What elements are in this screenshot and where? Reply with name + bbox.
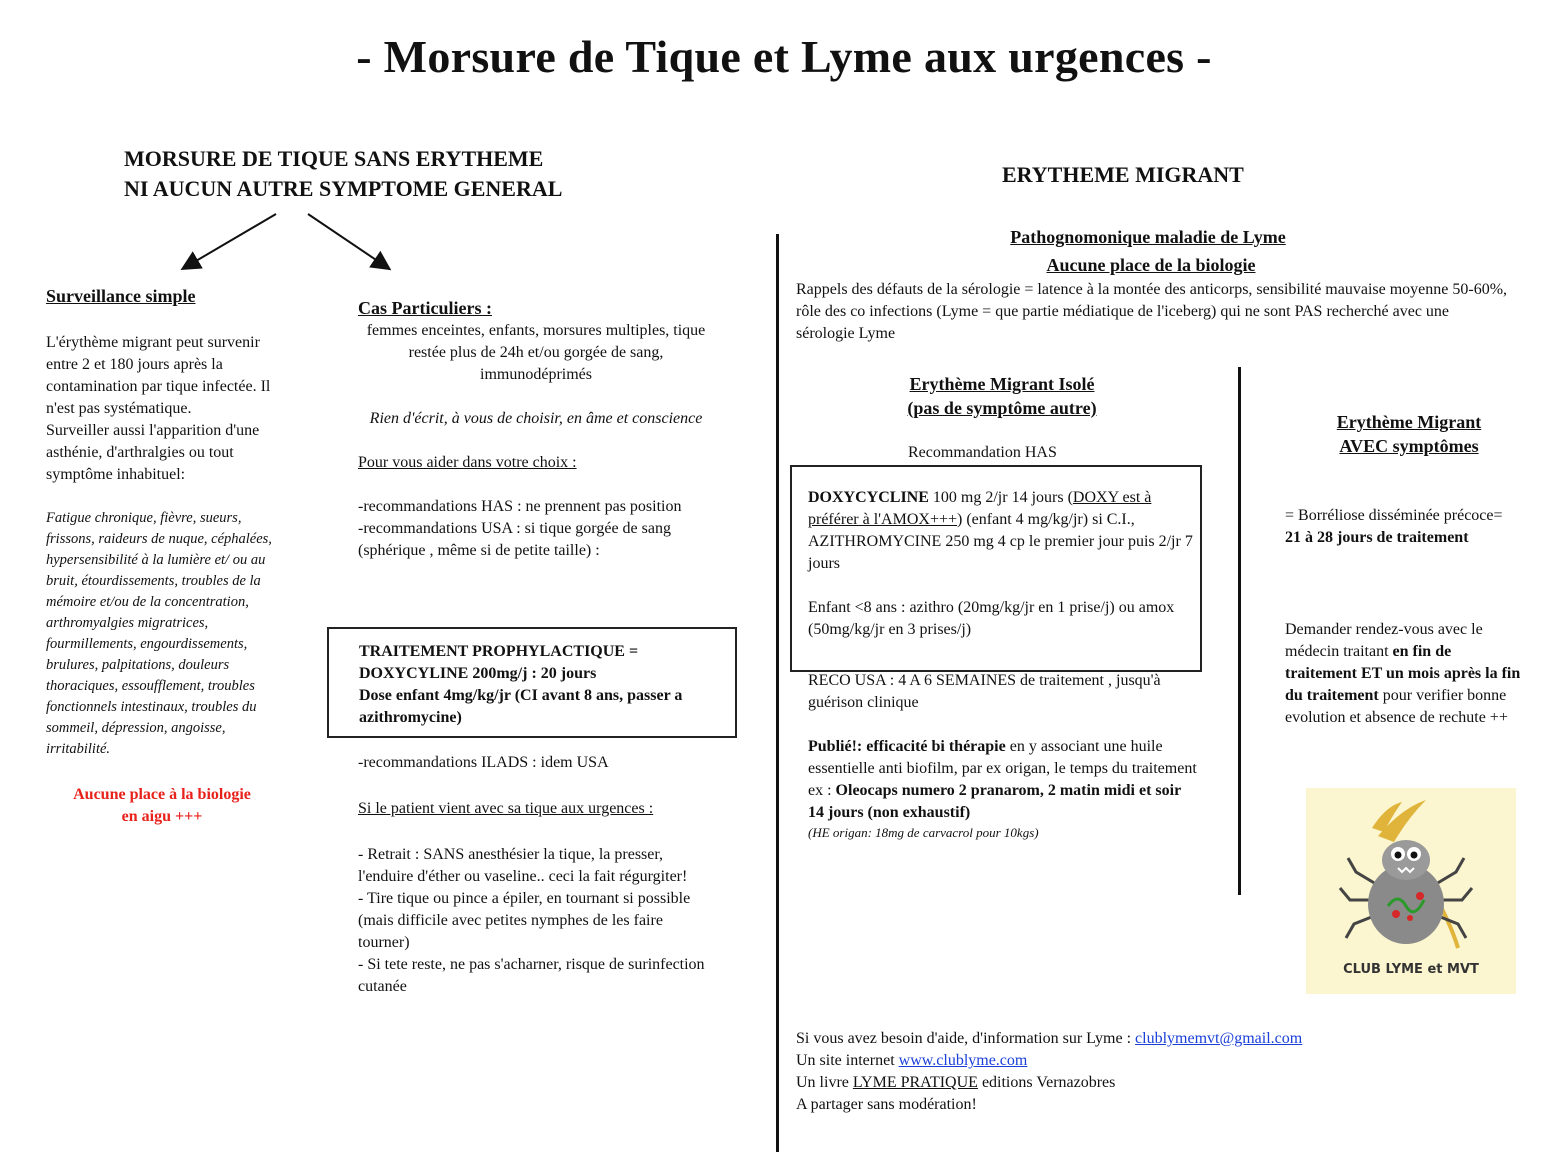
reco-usa-right: RECO USA : 4 A 6 SEMAINES de traitement , jusqu'à guérison clinique [808,672,1161,711]
no-biology-note [46,784,278,828]
isole-title [868,372,1136,420]
tete-step: - Si tete reste, ne pas s'acharner, risque de surinfection cutanée [358,956,705,995]
footer-line1 [796,1028,1496,1050]
cas-title: Cas Particuliers : [358,298,492,318]
prophylaxis-line3: Dose enfant 4mg/kg/jr (CI avant 8 ans, passer a azithromycine) [359,687,683,726]
borreliose-body: = Borréliose disséminée précoce= [1285,507,1503,524]
ex-label: ex : [808,782,836,799]
doxy-preference: DOXY est à préférer à l'AMOX+++ [808,489,1152,528]
borreliose-duration: 21 à 28 jours de traitement [1285,529,1469,546]
website-link[interactable]: www.clublyme.com [898,1052,1028,1069]
footer-publisher: editions Vernazobres [977,1074,1116,1091]
avec-title-line1: Erythème Migrant [1336,412,1482,432]
left-heading-line2: NI AUCUN AUTRE SYMPTOME GENERAL [124,176,563,201]
urgences-title: Si le patient vient avec sa tique aux urgences : [358,800,654,817]
arrow-right [308,214,388,268]
book-title: LYME PRATIQUE [852,1074,978,1091]
surveillance-para2: Surveiller aussi l'apparition d'une asthénie, d'arthralgies ou tout symptôme inhabituel: [46,422,260,483]
rappels-serologie: Rappels des défauts de la sérologie = latence à la montée des anticorps, sensibilité mauvaise moyenne 50-60%, rôle des co infections (Lyme = que partie médiatique de l'iceberg) qui ne sont PAS recherché avec une sérologie Lyme [796,281,1508,342]
main-divider [776,234,779,1152]
borreliose-text [1285,505,1517,549]
footer-site-text: Un site internet [796,1052,899,1069]
surveillance-para1: L'érythème migrant peut survenir entre 2 et 180 jours après la contamination par tique infectée. Il n'est pas systématique. [46,334,271,417]
cas-particuliers-lower [358,752,708,998]
logo-text: CLUB LYME et MVT [1343,962,1479,977]
surveillance-title: Surveillance simple [46,286,196,306]
oleocaps-text [808,780,1200,824]
doxycycline-box [790,465,1202,672]
left-heading-line1: MORSURE DE TIQUE SANS ERYTHEME [124,146,544,171]
oleocaps-label: Oleocaps numero 2 pranarom, 2 matin midi et soir 14 jours (non exhaustif) [808,782,1181,821]
arrow-left [184,214,276,268]
no-biology-line1: Aucune place à la biologie [73,786,251,803]
enfant-dose: Enfant <8 ans : azithro (20mg/kg/jr en 1 prise/j) ou amox (50mg/kg/jr en 3 prises/j) [808,599,1175,638]
footer-line4: A partager sans modération! [796,1096,977,1113]
branch-arrows [170,206,410,282]
club-lyme-logo [1306,788,1516,994]
no-biology-line2: en aigu +++ [121,808,203,825]
reco-has-label: Recommandation HAS [908,444,1057,461]
reco-ilads: -recommandations ILADS : idem USA [358,754,609,771]
cas-particuliers-column [358,296,728,562]
avec-title-line2: AVEC symptômes [1339,436,1479,456]
aucune-biologie-title: Aucune place de la biologie [1046,255,1256,275]
isole-title-line2: (pas de symptôme autre) [907,398,1097,418]
reco-usa: -recommandations USA : si tique gorgée de sang (sphérique , même si de petite taille) : [358,520,671,559]
isole-title-line1: Erythème Migrant Isolé [909,374,1095,394]
footer-help-text: Si vous avez besoin d'aide, d'information sur Lyme : [796,1030,1136,1047]
footer-contact [796,1028,1496,1116]
demander-timing: en fin de traitement ET un mois après la fin du traitement [1285,643,1521,704]
doxycycline-label: DOXYCYCLINE [808,489,929,506]
page-title: - Morsure de Tique et Lyme aux urgences - [356,31,1212,82]
demander-rdv-text [1285,619,1525,729]
retrait-step: - Retrait : SANS anesthésier la tique, la presser, l'enduire d'éther ou vaseline.. ceci la fait régurgiter! [358,846,688,885]
footer-line2 [796,1050,1496,1072]
cas-aide-title: Pour vous aider dans votre choix : [358,454,577,471]
reco-has: -recommandations HAS : ne prennent pas position [358,498,682,515]
cas-list: femmes enceintes, enfants, morsures multiples, tique restée plus de 24h et/ou gorgée de sang, immunodéprimés [366,322,706,383]
doxycycline-rest: ) (enfant 4 mg/kg/jr) si C.I., AZITHROMYCINE 250 mg 4 cp le premier jour puis 2/jr 7 jours [808,511,1193,572]
demander-purpose: pour verifier bonne evolution et absence de rechute ++ [1285,687,1508,726]
tire-tique-step: - Tire tique ou pince a épiler, en tournant si possible (mais difficile avec petites nymphes de les faire tourner) [358,890,691,951]
prophylaxis-box [327,627,737,738]
cas-rien-ecrit: Rien d'écrit, à vous de choisir, en âme et conscience [369,410,703,427]
publie-text [808,736,1200,780]
footer-line3 [796,1072,1496,1094]
doxycycline-text [808,487,1194,575]
avec-title [1300,410,1518,458]
secondary-divider [1238,367,1241,895]
publie-label: Publié!: efficacité bi thérapie [808,738,1006,755]
demander-body: Demander rendez-vous avec le médecin traitant [1285,621,1483,660]
surveillance-column [46,284,278,828]
symptom-list: Fatigue chronique, fièvre, sueurs, frissons, raideurs de nuque, céphalées, hypersensibilité à la lumière et/ ou au bruit, étourdissements, troubles de la mémoire et/ou de la concentration, arthromyalgies migratrices, fourmillements, engourdissements, brulures, palpitations, douleurs thoraciques, essoufflement, troubles fonctionnels intestinaux, troubles du sommeil, dépression, angoisse, irritabilité. [46,510,272,757]
left-heading [124,144,664,204]
he-origan-note: (HE origan: 18mg de carvacrol pour 10kgs) [808,825,1039,840]
doxycycline-dose: 100 mg 2/jr 14 jours ( [928,489,1073,506]
publie-body: en y associant une huile essentielle anti biofilm, par ex origan, le temps du traitement [808,738,1197,777]
prophylaxis-line1: TRAITEMENT PROPHYLACTIQUE = [359,643,639,660]
email-link[interactable]: clublymemvt@gmail.com [1135,1030,1303,1047]
footer-book-text: Un livre [796,1074,853,1091]
right-heading: ERYTHEME MIGRANT [1002,162,1244,187]
isole-lower [808,670,1200,842]
pathognomonique-title: Pathognomonique maladie de Lyme [1010,227,1286,247]
prophylaxis-line2: DOXYCYLINE 200mg/j : 20 jours [359,665,597,682]
